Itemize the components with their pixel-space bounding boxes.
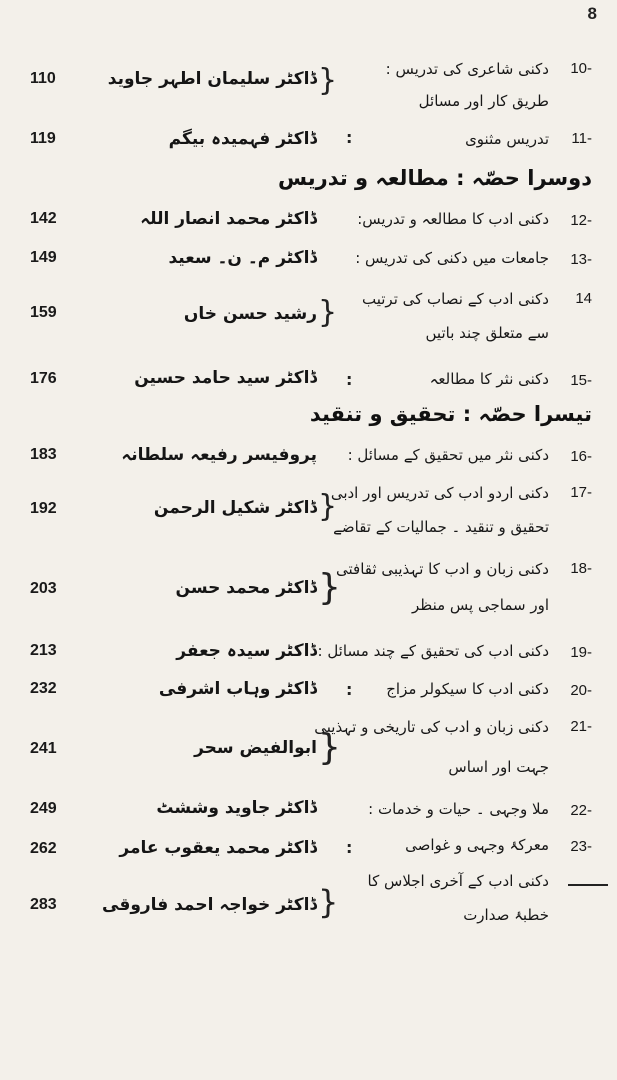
section-heading-second: دوسرا حصّہ : مطالعہ و تدریس	[278, 166, 592, 190]
entry-number: 16-	[570, 448, 592, 465]
entry-author: ڈاکٹر جاوید وششٹ	[156, 798, 317, 818]
entry-author: ڈاکٹر سیدہ جعفر	[176, 641, 317, 661]
entry-page: 213	[30, 642, 57, 659]
entry-author: پروفیسر رفیعہ سلطانہ	[121, 445, 317, 465]
grouping-brace: }	[318, 567, 341, 608]
entry-number: 20-	[570, 682, 592, 699]
grouping-brace: }	[318, 489, 338, 524]
entry-page: 241	[30, 740, 57, 757]
entry-page: 203	[30, 580, 57, 597]
entry-page: 249	[30, 800, 57, 817]
entry-number: 11-	[571, 130, 592, 147]
separator-colon: :	[346, 680, 353, 699]
entry-page: 119	[30, 130, 56, 147]
entry-title-line1: دکنی ادب کے نصاب کی ترتیب	[362, 290, 549, 308]
grouping-brace: }	[318, 727, 341, 768]
entry-title-line2: تحقیق و تنقید ۔ جمالیات کے تقاضے	[333, 518, 549, 536]
separator-colon: :	[346, 838, 353, 857]
entry-title-line1: دکنی اردو ادب کی تدریس اور ادبی	[330, 484, 549, 502]
entry-title-line2: خطبۂ صدارت	[463, 906, 549, 924]
entry-title-line1: دکنی ادب کا سیکولر مزاج	[386, 680, 549, 698]
entry-title-line2: اور سماجی پس منظر	[412, 596, 549, 614]
entry-title-line1: دکنی زبان و ادب کی تاریخی و تہذیبی	[314, 718, 549, 736]
entry-page: 142	[30, 210, 57, 227]
entry-number: 15-	[570, 372, 592, 389]
entry-title-line1: دکنی ادب کا مطالعہ و تدریس:	[357, 210, 549, 228]
entry-title-line1: دکنی ادب کے آخری اجلاس کا	[367, 872, 549, 890]
entry-author: ڈاکٹر سلیمان اطہر جاوید	[107, 69, 317, 89]
entry-author: ڈاکٹر محمد حسن	[175, 578, 317, 598]
entry-title-line2: طریق کار اور مسائل	[418, 92, 549, 110]
entry-author: ڈاکٹر وہاب اشرفی	[158, 679, 317, 699]
entry-number: 19-	[570, 644, 592, 661]
entry-title-line1: تدریس مثنوی	[465, 130, 549, 148]
entry-number: 22-	[570, 802, 592, 819]
entry-number: 18-	[570, 560, 592, 577]
page-number: 8	[587, 4, 597, 23]
section-heading-third: تیسرا حصّہ : تحقیق و تنقید	[309, 402, 592, 426]
entry-author: ڈاکٹر شکیل الرحمن	[153, 498, 317, 518]
grouping-brace: }	[318, 63, 338, 98]
entry-page: 183	[30, 446, 57, 463]
grouping-brace: }	[318, 295, 338, 330]
entry-author: ڈاکٹر محمد انصار اللہ	[140, 209, 317, 229]
entry-author: ڈاکٹر محمد یعقوب عامر	[119, 838, 317, 858]
entry-author: ڈاکٹر م۔ ن۔ سعید	[168, 248, 317, 268]
entry-title-line1: معرکۂ وجہی و غواصی	[405, 836, 549, 854]
leader-dash	[568, 884, 608, 886]
entry-page: 159	[30, 304, 57, 321]
entry-number: 21-	[570, 718, 592, 735]
entry-title-line1: دکنی ادب کی تحقیق کے چند مسائل :	[317, 642, 549, 660]
entry-page: 232	[30, 680, 57, 697]
entry-author: رشید حسن خاں	[183, 304, 317, 324]
entry-page: 283	[30, 896, 57, 913]
entry-author: ابوالفیض سحر	[194, 738, 317, 758]
entry-page: 262	[30, 840, 57, 857]
entry-title-line1: دکنی نثر میں تحقیق کے مسائل :	[347, 446, 549, 464]
entry-title-line1: ملا وجہی ۔ حیات و خدمات :	[368, 800, 549, 818]
entry-number: 14	[575, 290, 592, 307]
separator-colon: :	[346, 128, 353, 147]
entry-page: 110	[30, 70, 56, 87]
entry-number: 10-	[570, 60, 592, 77]
entry-title-line1: جامعات میں دکنی کی تدریس :	[355, 249, 549, 267]
entry-title-line1: دکنی نثر کا مطالعہ	[429, 370, 549, 388]
entry-title-line2: جہت اور اساس	[448, 758, 549, 776]
entry-title-line1: دکنی شاعری کی تدریس :	[385, 60, 549, 78]
entry-number: 12-	[570, 212, 592, 229]
entry-title-line2: سے متعلق چند باتیں	[425, 324, 549, 342]
entry-author: ڈاکٹر سید حامد حسین	[134, 368, 317, 388]
entry-number: 17-	[570, 484, 592, 501]
entry-page: 149	[30, 249, 57, 266]
entry-page: 176	[30, 370, 57, 387]
entry-number: 13-	[570, 251, 592, 268]
grouping-brace: }	[318, 883, 339, 921]
entry-author: ڈاکٹر خواجہ احمد فاروقی	[102, 895, 317, 915]
entry-author: ڈاکٹر فہمیدہ بیگم	[168, 129, 317, 149]
entry-number: 23-	[570, 838, 592, 855]
separator-colon: :	[346, 370, 353, 389]
entry-page: 192	[30, 500, 57, 517]
entry-title-line1: دکنی زبان و ادب کا تہذیبی ثقافتی	[336, 560, 549, 578]
